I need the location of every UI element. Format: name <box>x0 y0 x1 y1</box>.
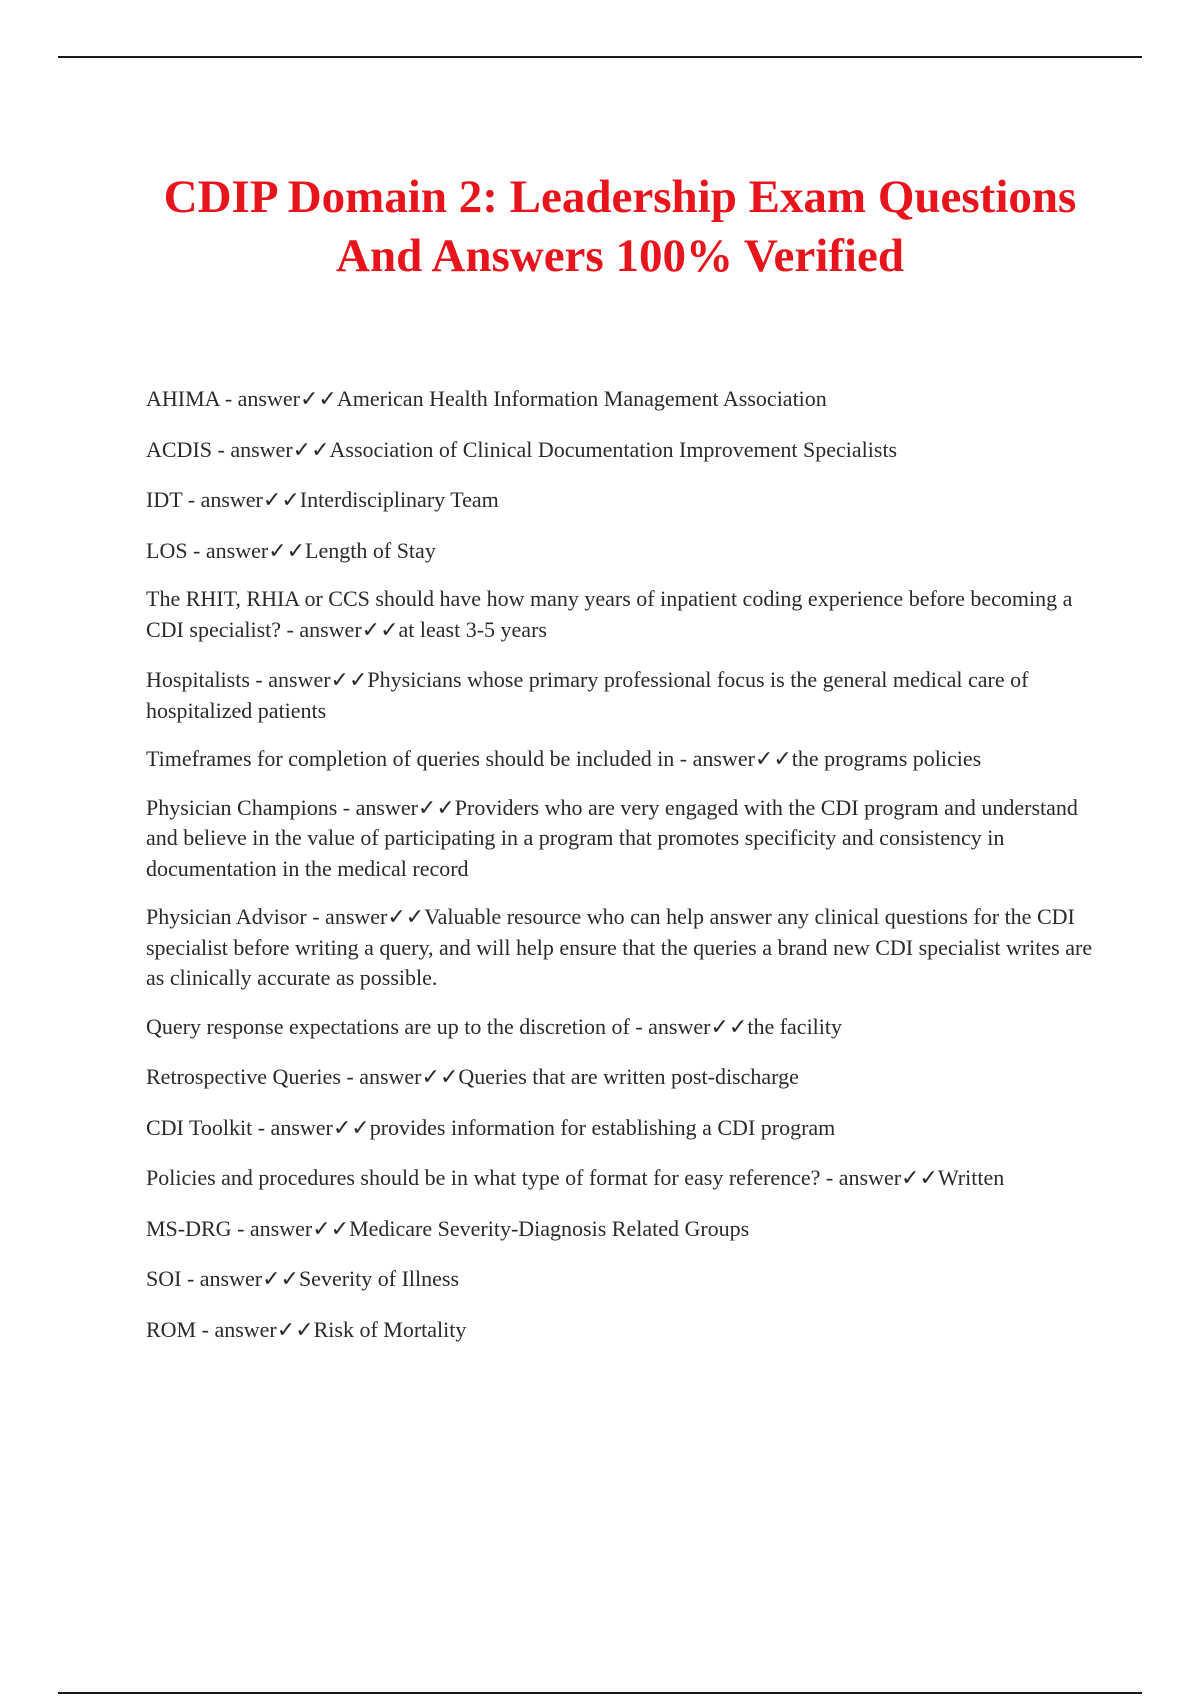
qa-entry-query-response: Query response expectations are up to the discretion of - answer✓✓the facility <box>146 1013 843 1039</box>
title-line-2: And Answers 100% Verified <box>336 230 904 282</box>
qa-entry-ms-drg: MS-DRG - answer✓✓Medicare Severity-Diagnosis Related Groups <box>146 1215 750 1241</box>
qa-list <box>146 384 1096 1365</box>
qa-entry-los: LOS - answer✓✓Length of Stay <box>146 537 436 563</box>
qa-entry-hospitalists: Hospitalists - answer✓✓Physicians whose primary professional focus is the general medical care of hospitalized patients <box>146 667 1029 723</box>
qa-entry-cdi-toolkit: CDI Toolkit - answer✓✓provides information for establishing a CDI program <box>146 1114 836 1140</box>
header-rule <box>58 56 1142 58</box>
qa-entry-coding-experience: The RHIT, RHIA or CCS should have how many years of inpatient coding experience before becoming a CDI specialist? - answer✓✓at least 3-5 years <box>146 586 1073 642</box>
qa-entry-retrospective-queries: Retrospective Queries - answer✓✓Queries that are written post-discharge <box>146 1064 799 1089</box>
document-title <box>100 168 1140 286</box>
qa-entry-soi: SOI - answer✓✓Severity of Illness <box>146 1266 460 1291</box>
qa-entry-rom: ROM - answer✓✓Risk of Mortality <box>146 1316 467 1342</box>
footer-rule <box>58 1692 1142 1694</box>
qa-entry-idt: IDT - answer✓✓Interdisciplinary Team <box>146 487 499 512</box>
qa-entry-policies-format: Policies and procedures should be in what type of format for easy reference? - answer✓✓Written <box>146 1165 1005 1190</box>
qa-entry-physician-champions: Physician Champions - answer✓✓Providers who are very engaged with the CDI program and understand and believe in the value of participating in a program that promotes specificity and consistency in documentation in the medical record <box>146 794 1078 881</box>
qa-entry-timeframes: Timeframes for completion of queries should be included in - answer✓✓the programs policies <box>146 746 982 771</box>
qa-entry-acdis: ACDIS - answer✓✓Association of Clinical Documentation Improvement Specialists <box>146 436 898 462</box>
title-line-1: CDIP Domain 2: Leadership Exam Questions <box>163 171 1077 223</box>
qa-entry-ahima: AHIMA - answer✓✓American Health Information Management Association <box>146 386 827 411</box>
qa-entry-physician-advisor: Physician Advisor - answer✓✓Valuable resource who can help answer any clinical questions for the CDI specialist before writing a query, and will help ensure that the queries a brand new CDI specialist writes are as clinically accurate as possible. <box>146 904 1093 990</box>
